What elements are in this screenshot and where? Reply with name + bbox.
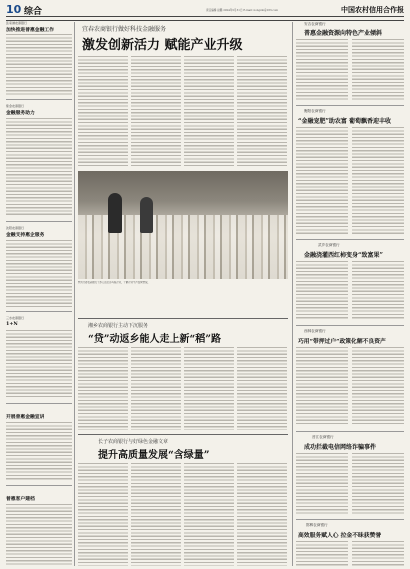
article-2-kicker: 湘乡农商银行主动下沉服务 bbox=[88, 323, 149, 329]
right-item-body bbox=[296, 260, 404, 320]
masthead bbox=[6, 3, 404, 16]
right-divider bbox=[296, 519, 404, 520]
section-name: 综合 bbox=[24, 7, 43, 17]
left-item-body bbox=[6, 503, 72, 565]
left-item-body bbox=[6, 117, 72, 217]
article-3 bbox=[78, 438, 288, 566]
right-item-kicker: 安吉农商银行 bbox=[304, 22, 326, 26]
left-item-kicker: 张家港农商银行 bbox=[6, 21, 28, 25]
article-2-body bbox=[78, 346, 288, 430]
left-item-title: 1+N bbox=[6, 321, 18, 327]
main-article-bottom-rule bbox=[78, 318, 288, 319]
right-item-body bbox=[296, 346, 404, 426]
left-column-divider bbox=[74, 22, 75, 566]
left-divider bbox=[6, 485, 72, 486]
main-article-title: 激发创新活力 赋能产业升级 bbox=[82, 38, 243, 53]
right-divider bbox=[296, 239, 404, 240]
right-item-body bbox=[296, 126, 404, 234]
right-item-body bbox=[296, 540, 404, 566]
main-article-photo bbox=[78, 171, 288, 279]
right-item-kicker: 武乡农商银行 bbox=[318, 243, 340, 247]
right-item-title: 成功拦截电信网络诈骗事件 bbox=[304, 444, 377, 451]
left-divider bbox=[6, 99, 72, 100]
masthead-info: 责任编辑 赵鹏 2024年5月31日 E-mail: nongxin@163.com bbox=[206, 9, 278, 12]
left-item-title: 金融支持惠企服务 bbox=[6, 232, 45, 238]
main-article-body bbox=[78, 55, 288, 167]
right-divider bbox=[296, 325, 404, 326]
article-2-bottom-rule bbox=[78, 434, 288, 435]
right-item-title: 普惠金融资源向特色产业倾斜 bbox=[304, 30, 383, 37]
right-divider bbox=[296, 431, 404, 432]
article-3-body bbox=[78, 462, 288, 566]
article-3-kicker: 长子农商银行与好绿色金融文章 bbox=[98, 439, 169, 445]
left-item-title: 普惠客户建档 bbox=[6, 496, 35, 502]
left-item-body bbox=[6, 33, 72, 95]
left-item-body bbox=[6, 239, 72, 307]
right-item-kicker: 衡阳农商银行 bbox=[304, 109, 326, 113]
right-column-divider bbox=[292, 22, 293, 566]
paper-name: 中国农村信用合作报 bbox=[341, 5, 404, 14]
main-article-photo-caption: 图为宜春农商银行工作人员走访当地企业，了解企业生产经营情况。 bbox=[78, 281, 150, 284]
right-item-title: “金融宠肥”助农富 葡萄飘香迎丰收 bbox=[298, 118, 391, 125]
left-item-kicker: 沈阳农商银行 bbox=[6, 226, 25, 230]
left-item-kicker: 紫金农商银行 bbox=[6, 104, 25, 108]
right-item-kicker: 晋江农商银行 bbox=[312, 435, 334, 439]
article-3-title: 提升高质量发展“含绿量” bbox=[98, 450, 210, 461]
left-item-title: 金融服务助力 bbox=[6, 110, 35, 116]
right-item-body bbox=[296, 38, 404, 100]
photo-person-left bbox=[108, 193, 122, 233]
right-item-body bbox=[296, 452, 404, 514]
photo-person-right bbox=[140, 197, 153, 233]
left-divider bbox=[6, 403, 72, 404]
left-item-body bbox=[6, 329, 72, 399]
left-column bbox=[6, 21, 72, 567]
main-article-kicker: 宜春农商银行做好科技金融服务 bbox=[82, 26, 167, 33]
left-item-kicker: 三水农商银行 bbox=[6, 316, 25, 320]
right-divider bbox=[296, 105, 404, 106]
left-item-title: 开展普惠金融宣讲 bbox=[6, 414, 45, 420]
right-item-kicker: 西林农商银行 bbox=[304, 329, 326, 333]
article-2-title: “贷”动返乡能人走上新“稻”路 bbox=[88, 334, 222, 345]
left-divider bbox=[6, 311, 72, 312]
left-divider bbox=[6, 221, 72, 222]
left-item-body bbox=[6, 421, 72, 481]
right-column bbox=[296, 21, 404, 567]
main-article bbox=[78, 21, 288, 317]
page-number: 10 bbox=[6, 3, 22, 16]
right-item-title: 高效服务赋人心 拉金不昧获赞誉 bbox=[298, 533, 382, 539]
right-item-kicker: 邯郸农商银行 bbox=[306, 523, 328, 527]
right-item-title: 巧用“带押过户”政策化解不良资产 bbox=[298, 339, 386, 345]
right-item-title: 金融浇灌西红柿变身“致富果” bbox=[304, 252, 383, 259]
article-2 bbox=[78, 322, 288, 432]
left-item-title: 加快推进普惠金融工作 bbox=[6, 27, 54, 33]
